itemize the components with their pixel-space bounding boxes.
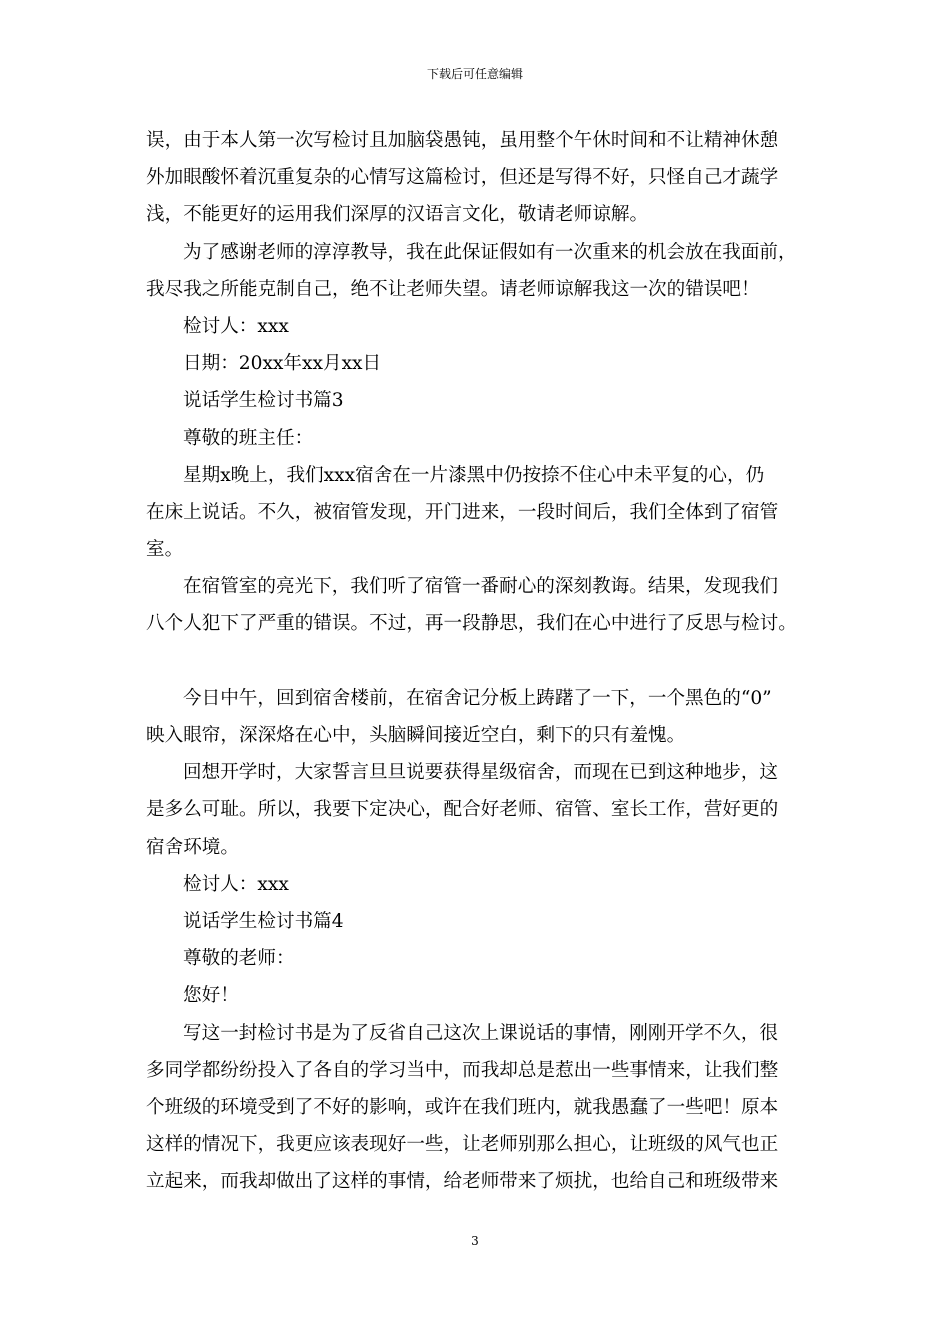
- text-line: 这样的情况下，我更应该表现好一些，让老师别那么担心，让班级的风气也正: [146, 1134, 779, 1156]
- page-header: 下载后可任意编辑: [426, 67, 523, 81]
- page-number: 3: [471, 1234, 479, 1248]
- text-line: 在床上说话。不久，被宿管发现，开门进来，一段时间后，我们全体到了宿管: [146, 501, 779, 523]
- text-line: 为了感谢老师的淳淳教导，我在此保证假如有一次重来的机会放在我面前，: [183, 241, 797, 263]
- text-line: 说话学生检讨书篇3: [183, 390, 344, 412]
- text-line: 个班级的环境受到了不好的影响，或许在我们班内，就我愚蠢了一些吧！原本: [146, 1096, 779, 1118]
- document-body: [146, 122, 818, 1200]
- text-line: 说话学生检讨书篇4: [183, 910, 344, 932]
- text-line: 映入眼帘，深深烙在心中，头脑瞬间接近空白，剩下的只有羞愧。: [146, 725, 686, 746]
- text-line: 今日中午，回到宿舍楼前，在宿舍记分板上踌躇了一下，一个黑色的“0”: [183, 687, 772, 709]
- text-line: 浅，不能更好的运用我们深厚的汉语言文化，敬请老师谅解。: [146, 204, 649, 226]
- blank-line: [146, 643, 818, 680]
- text-line: 外加眼酸怀着沉重复杂的心情写这篇检讨，但还是写得不好，只怪自己才蔬学: [146, 167, 779, 189]
- text-line: 在宿管室的亮光下，我们听了宿管一番耐心的深刻教诲。结果，发现我们: [183, 576, 779, 598]
- text-line: 我尽我之所能克制自己，绝不让老师失望。请老师谅解我这一次的错误吧！: [146, 278, 760, 300]
- text-line: 误，由于本人第一次写检讨且加脑袋愚钝，虽用整个午休时间和不让精神休憩: [146, 130, 779, 151]
- text-line: 尊敬的班主任：: [183, 427, 314, 449]
- text-line: 多同学都纷纷投入了各自的学习当中，而我却总是惹出一些事情来，让我们整: [146, 1059, 779, 1081]
- text-line: 检讨人：xxx: [183, 873, 289, 895]
- text-line: 写这一封检讨书是为了反省自己这次上课说话的事情，刚刚开学不久，很: [183, 1022, 779, 1044]
- text-line: 是多么可耻。所以，我要下定决心，配合好老师、宿管、室长工作，营好更的: [146, 799, 779, 821]
- text-line: 您好！: [183, 985, 239, 1007]
- text-line: 日期：20xx年xx月xx日: [183, 353, 382, 375]
- text-line: 立起来，而我却做出了这样的事情，给老师带来了烦扰，也给自己和班级带来: [146, 1171, 779, 1193]
- text-line: 宿舍环境。: [146, 836, 239, 858]
- text-line: 星期x晚上，我们xxx宿舍在一片漆黑中仍按捺不住心中未平复的心，仍: [183, 464, 765, 486]
- text-line: 八个人犯下了严重的错误。不过，再一段静思，我们在心中进行了反思与检讨。: [146, 613, 797, 635]
- text-line: 检讨人：xxx: [183, 315, 289, 337]
- text-line: 回想开学时，大家誓言旦旦说要获得星级宿舍，而现在已到这种地步，这: [183, 762, 779, 784]
- text-line: 室。: [146, 539, 184, 561]
- text-line: 尊敬的老师：: [183, 948, 295, 970]
